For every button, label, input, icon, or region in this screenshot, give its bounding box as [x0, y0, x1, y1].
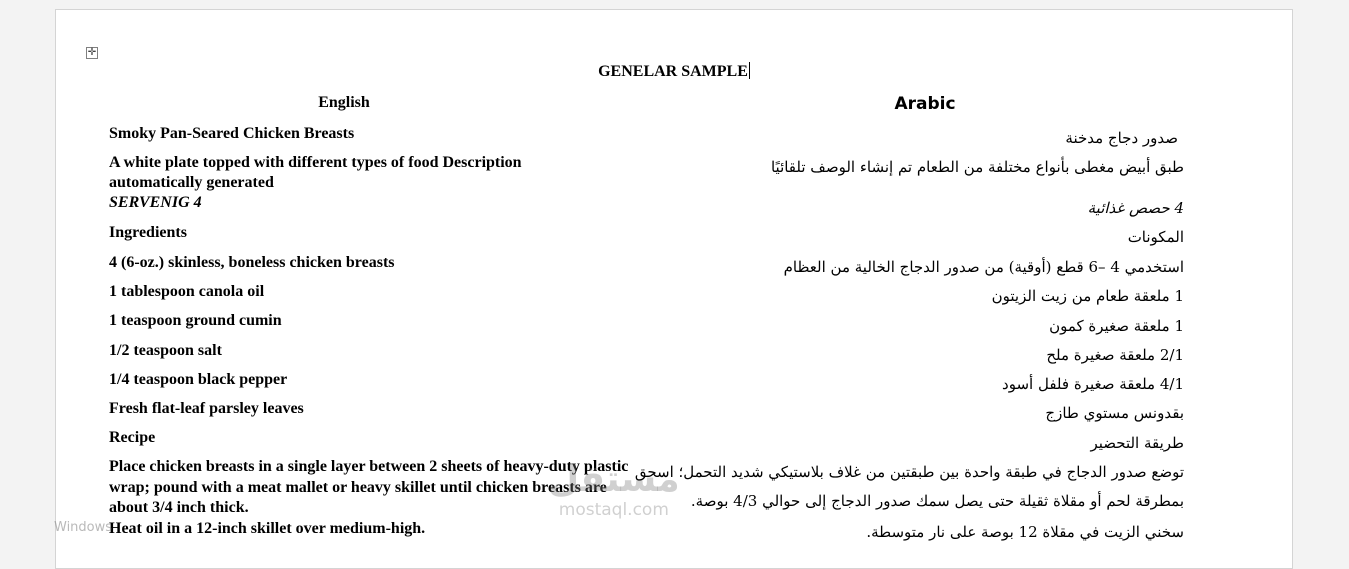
- arabic-line: 4 حصص غذائية: [1087, 199, 1184, 217]
- arabic-line: بمطرقة لحم أو مقلاة ثقيلة حتى يصل سمك صدور الدجاج إلى حوالي 4/3 بوصة.: [690, 492, 1184, 510]
- english-line: 4 (6-oz.) skinless, boneless chicken breasts: [109, 254, 395, 271]
- arabic-line: استخدمي 4 –6 قطع (أوقية) من صدور الدجاج الخالية من العظام: [783, 258, 1184, 276]
- english-line: SERVENIG 4: [109, 194, 202, 211]
- table-move-handle-icon[interactable]: ✛: [87, 47, 97, 58]
- english-line: Fresh flat-leaf parsley leaves: [109, 400, 304, 417]
- english-line: 1 tablespoon canola oil: [109, 283, 265, 300]
- english-line: 1/2 teaspoon salt: [109, 342, 222, 359]
- document-page[interactable]: [55, 9, 1293, 569]
- english-line: Smoky Pan-Seared Chicken Breasts: [109, 125, 355, 142]
- text-caret: [749, 62, 750, 79]
- arabic-line: طبق أبيض مغطى بأنواع مختلفة من الطعام تم إنشاء الوصف تلقائيًا: [770, 158, 1184, 176]
- english-line: 1/4 teaspoon black pepper: [109, 371, 288, 388]
- english-line: Ingredients: [109, 224, 187, 241]
- english-line: 1 teaspoon ground cumin: [109, 312, 282, 329]
- arabic-line: سخني الزيت في مقلاة 12 بوصة على نار متوسطة.: [866, 523, 1184, 541]
- windows-activation-overlay: Windows: [54, 520, 113, 535]
- arabic-line: 4/1 ملعقة صغيرة فلفل أسود: [1002, 375, 1184, 393]
- arabic-line: 2/1 ملعقة صغيرة ملح: [1046, 346, 1184, 364]
- english-line: Heat oil in a 12-inch skillet over medium-high.: [109, 520, 426, 537]
- english-header: English: [318, 94, 370, 111]
- arabic-line: توضع صدور الدجاج في طبقة واحدة بين طبقتين من غلاف بلاستيكي شديد التحمل؛ اسحق: [634, 463, 1184, 481]
- arabic-line: بقدونس مستوي طازج: [1045, 404, 1184, 422]
- arabic-line: المكونات: [1127, 228, 1184, 246]
- arabic-line: طريقة التحضير: [1090, 434, 1184, 452]
- arabic-header: Arabic: [894, 94, 956, 114]
- english-line: A white plate topped with different types of food Description automatically generated: [109, 154, 522, 191]
- document-title[interactable]: GENELAR SAMPLE: [598, 63, 748, 80]
- watermark-brand: مستقل: [548, 459, 680, 500]
- english-line: Place chicken breasts in a single layer between 2 sheets of heavy-duty plastic wrap; pound with a meat mallet or heavy skillet until chicken breasts are about 3/4 inch thick.: [109, 458, 629, 516]
- watermark-domain: mostaql.com: [558, 500, 669, 520]
- arabic-line: صدور دجاج مدخنة: [1065, 129, 1178, 147]
- arabic-line: 1 ملعقة طعام من زيت الزيتون: [991, 287, 1184, 305]
- arabic-line: 1 ملعقة صغيرة كمون: [1049, 317, 1184, 335]
- english-line: Recipe: [109, 429, 156, 446]
